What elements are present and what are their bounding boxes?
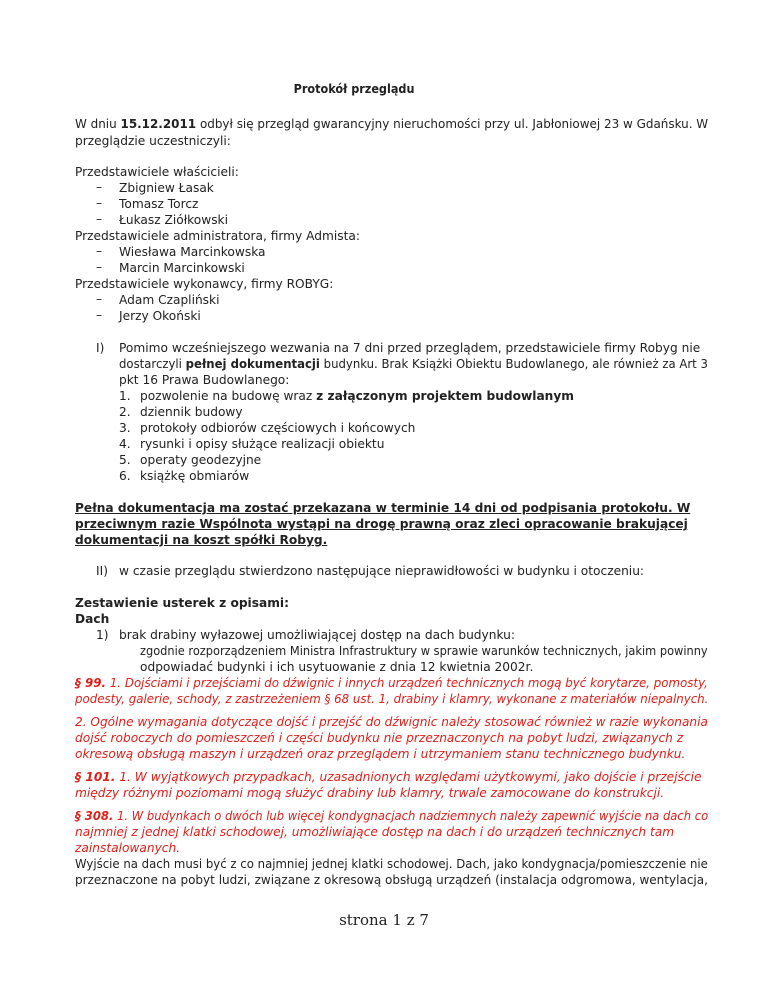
law-p308: zainstalowanych.: [75, 841, 181, 855]
law-p308: § 308. 1. W budynkach o dwóch lub więcej kondygnacjach nadziemnych należy zapewnić wyjście na dach co: [75, 809, 709, 823]
law-p99: § 99. 1. Dojściami i przejściami do dźwignic i innych urządzeń technicznych mogą być korytarze, pomosty,: [75, 676, 708, 690]
participant: Jerzy Okoński: [119, 309, 201, 323]
group-label-owners: Przedstawiciele właścicieli:: [75, 165, 239, 179]
inspection-date: 15.12.2011: [120, 117, 197, 131]
section-2-text: w czasie przeglądu stwierdzono następujące nieprawidłowości w budynku i otoczeniu:: [119, 564, 645, 578]
list-dash: –: [96, 196, 103, 210]
doc-item-num: 1.: [119, 389, 131, 403]
list-dash: –: [96, 308, 103, 322]
doc-item: rysunki i opisy służące realizacji obiektu: [140, 437, 385, 451]
notice-line-2: przeciwnym razie Wspólnota wystąpi na drogę prawną oraz zleci opracowanie brakującej: [75, 517, 688, 531]
intro-line-1: W dniu 15.12.2011 odbył się przegląd gwarancyjny nieruchomości przy ul. Jabłoniowej 23 w Gdańsku. W: [75, 117, 709, 131]
page-footer: strona 1 z 7: [339, 911, 429, 929]
section-1-numeral: I): [96, 341, 105, 355]
participant: Wiesława Marcinkowska: [119, 245, 266, 259]
defect-reference: odpowiadać budynki i ich usytuowanie z dnia 12 kwietnia 2002r.: [140, 660, 534, 674]
doc-item-num: 6.: [119, 469, 131, 483]
law-p101: § 101. 1. W wyjątkowych przypadkach, uzasadnionych względami użytkowymi, jako dojście i przejście: [75, 770, 702, 784]
list-dash: –: [96, 260, 103, 274]
participant: Marcin Marcinkowski: [119, 261, 245, 275]
law-p99-2: dojść roboczych do pomieszczeń i części budynku nie przeznaczonych na pobyt ludzi, związanych z: [75, 731, 684, 745]
list-dash: –: [96, 292, 103, 306]
doc-item-num: 4.: [119, 437, 131, 451]
notice-line-3: dokumentacji na koszt spółki Robyg.: [75, 533, 328, 547]
doc-item: protokoły odbiorów częściowych i końcowych: [140, 421, 416, 435]
participant: Tomasz Torcz: [119, 197, 199, 211]
doc-item: książkę obmiarów: [140, 469, 250, 483]
defect-num: 1): [96, 628, 109, 642]
section-1-line-1: Pomimo wcześniejszego wezwania na 7 dni przed przeglądem, przedstawiciele firmy Robyg nie: [119, 341, 701, 355]
defect-item: brak drabiny wyłazowej umożliwiającej dostęp na dach budynku:: [119, 628, 515, 642]
participant: Zbigniew Łasak: [119, 181, 214, 195]
group-label-administrator: Przedstawiciele administratora, firmy Admista:: [75, 229, 360, 243]
doc-item: dziennik budowy: [140, 405, 243, 419]
defects-heading: Zestawienie usterek z opisami:: [75, 596, 289, 610]
law-p99: podesty, galerie, schody, z zastrzeżeniem § 68 ust. 1, drabiny i klamry, wykonane z materiałów niepalnych.: [75, 692, 709, 706]
notice-line-1: Pełna dokumentacja ma zostać przekazana w terminie 14 dni od podpisania protokołu. W: [75, 501, 691, 515]
section-1-line-3: pkt 16 Prawa Budowlanego:: [119, 373, 290, 387]
doc-item-num: 5.: [119, 453, 131, 467]
intro-line-2: przeglądzie uczestniczyli:: [75, 134, 231, 148]
document-title: Protokół przeglądu: [293, 82, 415, 96]
law-p99-2: 2. Ogólne wymagania dotyczące dojść i przejść do dźwignic należy stosować również w razie wykonania: [75, 715, 708, 729]
defect-reference: zgodnie rozporządzeniem Ministra Infrastruktury w sprawie warunków technicznych, jakim powinny: [140, 644, 708, 658]
doc-item-num: 3.: [119, 421, 131, 435]
closing-line-1: Wyjście na dach musi być z co najmniej jednej klatki schodowej. Dach, jako kondygnacja/pomieszczenie nie: [75, 857, 708, 871]
group-label-contractor: Przedstawiciele wykonawcy, firmy ROBYG:: [75, 277, 334, 291]
law-p308: najmniej z jednej klatki schodowej, umożliwiające dostęp na dach i do urządzeń technicznych tam: [75, 825, 675, 839]
closing-line-2: przeznaczone na pobyt ludzi, związane z okresową obsługą urządzeń (instalacja odgromowa, wentylacja,: [75, 873, 708, 887]
doc-item-num: 2.: [119, 405, 131, 419]
law-p99-2: okresową obsługą maszyn i urządzeń oraz przeglądem i utrzymaniem stanu technicznego budynku.: [75, 747, 686, 761]
defects-subheading-roof: Dach: [75, 612, 110, 626]
law-p101: między różnymi poziomami mogą służyć drabiny lub klamry, trwale zamocowane do konstrukcji.: [75, 786, 665, 800]
section-1-line-2: dostarczyli pełnej dokumentacji budynku. Brak Książki Obiektu Budowlanego, ale również za Art 3: [119, 357, 708, 371]
doc-item: operaty geodezyjne: [140, 453, 262, 467]
list-dash: –: [96, 244, 103, 258]
section-2-numeral: II): [96, 564, 108, 578]
list-dash: –: [96, 180, 103, 194]
list-dash: –: [96, 212, 103, 226]
participant: Adam Czapliński: [119, 293, 220, 307]
doc-item: pozwolenie na budowę wraz z załączonym projektem budowlanym: [140, 389, 574, 403]
participant: Łukasz Ziółkowski: [119, 213, 229, 227]
